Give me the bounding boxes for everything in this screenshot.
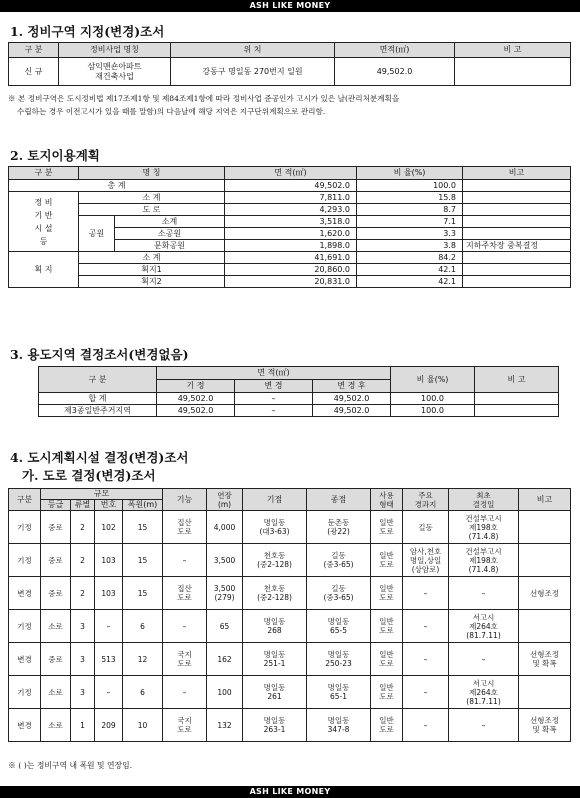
cell-class: 2 — [71, 511, 95, 544]
cell-grade: 중로 — [41, 577, 71, 610]
table-cell: 합 계 — [39, 393, 157, 405]
cell-kind: 변경 — [9, 577, 41, 610]
cell-length: 162 — [207, 643, 243, 676]
header-cell: 규모 — [41, 489, 163, 500]
cell-grade: 중로 — [41, 544, 71, 577]
header-cell: 구분 — [9, 489, 41, 511]
header-cell: 기 정 — [157, 380, 235, 393]
cell-kind: 변경 — [9, 709, 41, 742]
header-cell: 등급 — [41, 500, 71, 511]
row-area: 7,811.0 — [225, 192, 357, 204]
header-cell: 기점 — [243, 489, 307, 511]
table-row — [9, 511, 571, 544]
table-cell — [475, 393, 559, 405]
row-ratio: 42.1 — [357, 276, 463, 288]
header-cell: 비고 — [463, 167, 571, 180]
row-name: 소계 — [115, 216, 225, 228]
row-ratio: 3.3 — [357, 228, 463, 240]
cell-number: 209 — [95, 709, 123, 742]
cell-number: 103 — [95, 544, 123, 577]
header-cell: 면적(㎡) — [335, 43, 455, 58]
header-cell: 구 분 — [9, 43, 59, 58]
cell-note — [519, 676, 571, 709]
cell-start: 명일동 (대3-63) — [243, 511, 307, 544]
cell-start: 천호동 (중2-128) — [243, 577, 307, 610]
row-note — [463, 204, 571, 216]
top-banner: ASH LIKE MONEY — [0, 0, 580, 12]
row-ratio: 15.8 — [357, 192, 463, 204]
row-note — [463, 192, 571, 204]
table-row — [9, 577, 571, 610]
table-row — [9, 610, 571, 643]
section4-subtitle: 가. 도로 결정(변경)조서 — [22, 468, 156, 483]
table-row — [9, 643, 571, 676]
header-cell: 류별 — [71, 500, 95, 511]
header-cell: 종점 — [307, 489, 371, 511]
header-cell: 정비사업 명칭 — [59, 43, 171, 58]
cell-grade: 중로 — [41, 511, 71, 544]
cell-start: 명일동 263-1 — [243, 709, 307, 742]
cell-location: 강동구 명일동 270번지 일원 — [171, 58, 335, 86]
infra-label: 정 비 기 반 시 설 등 — [9, 192, 79, 252]
cell-note: 선형조정 및 확폭 — [519, 709, 571, 742]
table-row — [9, 676, 571, 709]
cell-start: 명일동 268 — [243, 610, 307, 643]
cell-kind: 기정 — [9, 610, 41, 643]
cell-width: 15 — [123, 577, 163, 610]
cell-use: 일반 도로 — [371, 610, 403, 643]
cell-use: 일반 도로 — [371, 709, 403, 742]
table-cell: 49,502.0 — [313, 393, 391, 405]
row-area: 3,518.0 — [225, 216, 357, 228]
land-use-table — [8, 166, 571, 288]
row-ratio: 7.1 — [357, 216, 463, 228]
cell-number: 103 — [95, 577, 123, 610]
cell-first-decision: 건설부고시 제198호 (71.4.8) — [449, 544, 519, 577]
cell-function: 집산 도로 — [163, 511, 207, 544]
row-name: 획지1 — [79, 264, 225, 276]
cell-first-decision: – — [449, 577, 519, 610]
cell-first-decision: 서고시 제264호 (81.7.11) — [449, 676, 519, 709]
cell-length: 3,500 (279) — [207, 577, 243, 610]
row-area: 4,293.0 — [225, 204, 357, 216]
cell-class: 3 — [71, 610, 95, 643]
header-cell: 주요 경과지 — [403, 489, 449, 511]
cell-function: 집산 도로 — [163, 577, 207, 610]
row-name: 문화공원 — [115, 240, 225, 252]
cell-note — [519, 511, 571, 544]
row-name: 소 계 — [79, 192, 225, 204]
total-area: 49,502.0 — [225, 180, 357, 192]
cell-length: 3,500 — [207, 544, 243, 577]
cell-length: 100 — [207, 676, 243, 709]
road-table-body — [9, 511, 571, 742]
table-cell: 제3종일반주거지역 — [39, 405, 157, 417]
header-cell: 기능 — [163, 489, 207, 511]
row-area: 41,691.0 — [225, 252, 357, 264]
cell-start: 명일동 251-1 — [243, 643, 307, 676]
table-cell: 49,502.0 — [157, 393, 235, 405]
section4-footnote: ※ ( )는 정비구역 내 폭원 및 연장임. — [8, 761, 133, 770]
section1-title: 1. 정비구역 지정(변경)조서 — [10, 24, 165, 39]
section4-title: 4. 도시계획시설 결정(변경)조서 — [10, 450, 189, 465]
cell-number: – — [95, 676, 123, 709]
cell-via: – — [403, 610, 449, 643]
header-cell: 위 치 — [171, 43, 335, 58]
header-cell: 비 율(%) — [391, 367, 475, 393]
cell-end: 명일동 347-8 — [307, 709, 371, 742]
table-row — [9, 544, 571, 577]
row-area: 1,620.0 — [225, 228, 357, 240]
cell-via: – — [403, 709, 449, 742]
cell-function: 국지 도로 — [163, 709, 207, 742]
cell-via: – — [403, 643, 449, 676]
cell-end: 명일동 65-1 — [307, 676, 371, 709]
table-cell: 100.0 — [391, 393, 475, 405]
cell-function: – — [163, 610, 207, 643]
cell-note — [519, 610, 571, 643]
cell-kind: 기정 — [9, 676, 41, 709]
cell-grade: 소로 — [41, 709, 71, 742]
cell-width: 12 — [123, 643, 163, 676]
park-label: 공원 — [79, 216, 115, 252]
cell-first-decision: – — [449, 643, 519, 676]
table-cell — [475, 405, 559, 417]
cell-kind: 기정 — [9, 511, 41, 544]
row-area: 1,898.0 — [225, 240, 357, 252]
row-ratio: 3.8 — [357, 240, 463, 252]
cell-width: 15 — [123, 544, 163, 577]
cell-use: 일반 도로 — [371, 544, 403, 577]
row-note — [463, 228, 571, 240]
header-cell: 면 적(㎡) — [157, 367, 391, 380]
row-note — [463, 276, 571, 288]
cell-class: 3 — [71, 643, 95, 676]
cell-start: 천호동 (중2-128) — [243, 544, 307, 577]
cell-width: 6 — [123, 676, 163, 709]
cell-grade: 중로 — [41, 643, 71, 676]
cell-class: 1 — [71, 709, 95, 742]
designation-table — [8, 42, 571, 86]
cell-first-decision: 서고시 제264호 (81.7.11) — [449, 610, 519, 643]
housing-label: 획 지 — [9, 252, 79, 288]
cell-note: 선형조정 및 확폭 — [519, 643, 571, 676]
cell-number: 513 — [95, 643, 123, 676]
cell-use: 일반 도로 — [371, 511, 403, 544]
cell-end: 둔촌동 (광22) — [307, 511, 371, 544]
row-ratio: 42.1 — [357, 264, 463, 276]
section2-title: 2. 토지이용계획 — [10, 148, 100, 163]
header-cell: 면 적(㎡) — [225, 167, 357, 180]
table-cell: 100.0 — [391, 405, 475, 417]
cell-width: 15 — [123, 511, 163, 544]
cell-function: – — [163, 676, 207, 709]
cell-length: 4,000 — [207, 511, 243, 544]
zoning-table — [38, 366, 559, 417]
cell-via: – — [403, 676, 449, 709]
row-name: 소 계 — [79, 252, 225, 264]
cell-length: 132 — [207, 709, 243, 742]
cell-width: 6 — [123, 610, 163, 643]
header-cell: 명 칭 — [79, 167, 225, 180]
row-note — [463, 216, 571, 228]
section1-note-line1: ※ 본 정비구역은 도시정비법 제17조제1항 및 제84조제1항에 따라 정비사업 준공인가 고시가 있은 날(관리처분계획을 — [8, 94, 400, 103]
header-cell: 구 분 — [9, 167, 79, 180]
section1-note-line2: 수립하는 경우 이전고시가 있을 때를 말함)의 다음날에 해당 지역은 지구단위계획으로 관리함. — [17, 107, 326, 116]
cell-grade: 소로 — [41, 676, 71, 709]
row-note — [463, 264, 571, 276]
cell-project: 삼익맨숀아파트 재건축사업 — [59, 58, 171, 86]
header-cell: 구 분 — [39, 367, 157, 393]
cell-use: 일반 도로 — [371, 643, 403, 676]
cell-number: 102 — [95, 511, 123, 544]
cell-function: 국지 도로 — [163, 643, 207, 676]
cell-note: 선형조정 — [519, 577, 571, 610]
road-table — [8, 488, 571, 742]
cell-kind: 변경 — [9, 643, 41, 676]
table-cell: – — [235, 393, 313, 405]
table-row — [9, 709, 571, 742]
cell-use: 일반 도로 — [371, 676, 403, 709]
total-ratio: 100.0 — [357, 180, 463, 192]
total-label: 총 계 — [9, 180, 225, 192]
cell-note — [519, 544, 571, 577]
row-ratio: 8.7 — [357, 204, 463, 216]
header-cell: 최초 결정일 — [449, 489, 519, 511]
cell-end: 명일동 65-5 — [307, 610, 371, 643]
header-cell: 비 고 — [475, 367, 559, 393]
header-cell: 비고 — [519, 489, 571, 511]
header-cell: 변 경 후 — [313, 380, 391, 393]
cell-end: 길동 (중3-65) — [307, 544, 371, 577]
cell-length: 65 — [207, 610, 243, 643]
cell-kind: 기정 — [9, 544, 41, 577]
header-cell: 연장 (m) — [207, 489, 243, 511]
table-cell: 49,502.0 — [157, 405, 235, 417]
cell-via: 암사,천호 명일,상일 (상암로) — [403, 544, 449, 577]
row-area: 20,831.0 — [225, 276, 357, 288]
cell-first-decision: 건설부고시 제198호 (71.4.8) — [449, 511, 519, 544]
cell-kind: 신 규 — [9, 58, 59, 86]
cell-first-decision: – — [449, 709, 519, 742]
cell-class: 2 — [71, 544, 95, 577]
total-note — [463, 180, 571, 192]
section3-title: 3. 용도지역 결정조서(변경없음) — [10, 347, 189, 362]
header-cell: 사용 형태 — [371, 489, 403, 511]
header-cell: 비 고 — [455, 43, 571, 58]
cell-number: – — [95, 610, 123, 643]
row-name: 소공원 — [115, 228, 225, 240]
cell-start: 명일동 261 — [243, 676, 307, 709]
bottom-banner: ASH LIKE MONEY — [0, 786, 580, 798]
cell-area: 49,502.0 — [335, 58, 455, 86]
row-note: 지하주차장 중복결정 — [463, 240, 571, 252]
row-ratio: 84.2 — [357, 252, 463, 264]
row-area: 20,860.0 — [225, 264, 357, 276]
row-name: 도 로 — [79, 204, 225, 216]
cell-class: 2 — [71, 577, 95, 610]
cell-via: 길동 — [403, 511, 449, 544]
cell-end: 길동 (중3-65) — [307, 577, 371, 610]
header-cell: 변 경 — [235, 380, 313, 393]
row-name: 획지2 — [79, 276, 225, 288]
cell-width: 10 — [123, 709, 163, 742]
cell-class: 3 — [71, 676, 95, 709]
cell-via: – — [403, 577, 449, 610]
table-cell: 49,502.0 — [313, 405, 391, 417]
table-cell: – — [235, 405, 313, 417]
cell-end: 명일동 250-23 — [307, 643, 371, 676]
row-note — [463, 252, 571, 264]
cell-use: 일반 도로 — [371, 577, 403, 610]
cell-grade: 소로 — [41, 610, 71, 643]
cell-function: – — [163, 544, 207, 577]
header-cell: 폭원(m) — [123, 500, 163, 511]
header-cell: 번호 — [95, 500, 123, 511]
header-cell: 비 율(%) — [357, 167, 463, 180]
cell-note — [455, 58, 571, 86]
